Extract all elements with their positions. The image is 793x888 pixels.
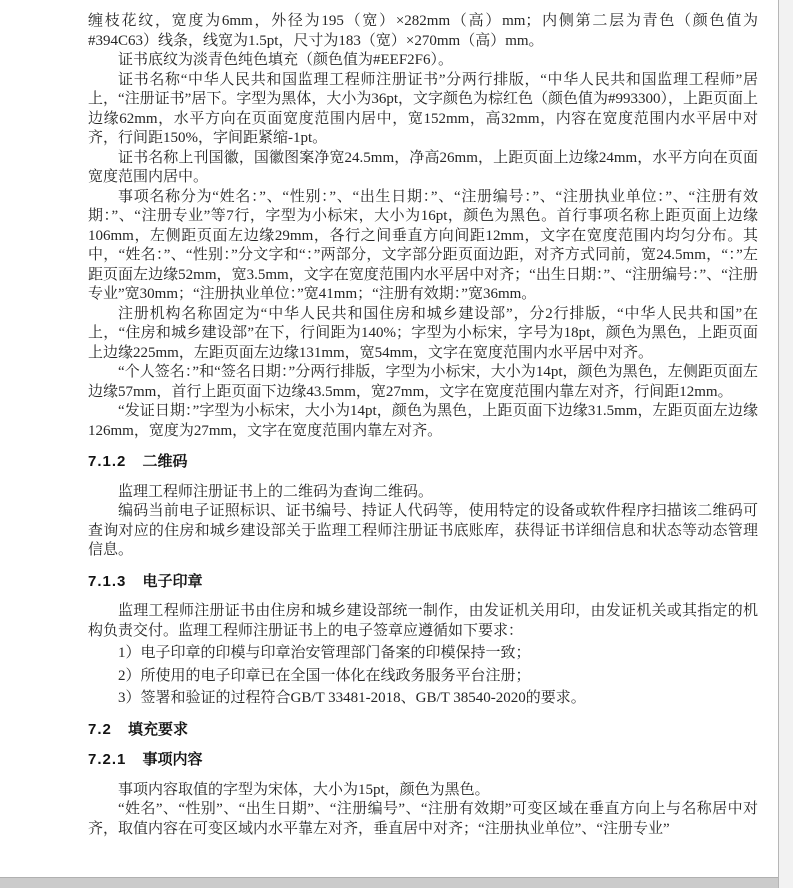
paragraph-issue-date: “发证日期：”字型为小标宋，大小为14pt，颜色为黑色，上距页面下边缘31.5mm，左距页面左边缘126mm，宽度为27mm，文字在宽度范围内靠左对齐。 (88, 403, 758, 439)
heading-label: 电子印章 (142, 572, 203, 590)
paragraph-certificate-title: 证书名称“中华人民共和国监理工程师注册证书”分两行排版，“中华人民共和国监理工程师”居上，“注册证书”居下。字型为黑体，大小为36pt，文字颜色为棕红色（颜色值为#993300），上距页面上边缘62mm，水平方向在页面宽度范围内居中，宽152mm，高32mm，内容在宽度范围内水平居中对齐，行间距150%，字间距紧缩-1pt。 (88, 71, 758, 146)
list-item-1: 1）电子印章的印模与印章治安管理部门备案的印模保持一致； (118, 645, 531, 661)
heading-number: 7.1.3 (88, 572, 127, 590)
section-heading-7-2 (88, 720, 758, 740)
heading-label: 事项内容 (142, 751, 203, 768)
paragraph-eseal-intro: 监理工程师注册证书由住房和城乡建设部统一制作，由发证机关用印，由发证机关或其指定的机构负责交付。监理工程师注册证书上的电子签章应遵循如下要求： (88, 603, 758, 639)
section-heading-7-2-1 (88, 750, 758, 770)
paragraph-border-pattern: 缠枝花纹，宽度为6mm，外径为195（宽）×282mm（高）mm；内侧第二层为青色（颜色值为#394C63）线条，线宽为1.5pt，尺寸为183（宽）×270mm（高）mm。 (88, 13, 758, 49)
vertical-scrollbar-track[interactable] (778, 0, 793, 888)
paragraph-field-names: 事项名称分为“姓名：”、“性别：”、“出生日期：”、“注册编号：”、“注册执业单位：”、“注册有效期：”、“注册专业”等7行，字型为小标宋，大小为16pt，颜色为黑色。首行事项名称上距页面上边缘106mm，左侧距页面左边缘29mm，各行之间垂直方向间距12mm，文字在宽度范围内均匀分布。其中，“姓名：”、“性别：”分文字和“：”两部分，文字部分距页面边距，对齐方式同前，宽24.5mm，“：”左距页面左边缘52mm，宽3.5mm，文字在宽度范围内水平居中对齐；“出生日期：”、“注册编号：”、“注册专业”宽30mm；“注册执业单位：”宽41mm；“注册有效期：”宽36mm。 (88, 188, 758, 302)
heading-number: 7.2 (88, 720, 112, 738)
paragraph-national-emblem: 证书名称上刊国徽，国徽图案净宽24.5mm，净高26mm，上距页面上边缘24mm，水平方向在页面宽度范围内居中。 (88, 149, 758, 185)
paragraph-qrcode-encoding: 编码当前电子证照标识、证书编号、持证人代码等，使用特定的设备或软件程序扫描该二维码可查询对应的住房和城乡建设部关于监理工程师注册证书底账库，获得证书详细信息和状态等动态管理信息。 (88, 503, 758, 558)
page-bottom-gap (0, 877, 778, 888)
list-item-2: 2）所使用的电子印章已在全国一体化在线政务服务平台注册； (118, 667, 531, 684)
section-heading-7-1-2 (88, 452, 758, 472)
paragraph-registration-authority: 注册机构名称固定为“中华人民共和国住房和城乡建设部”，分2行排版，“中华人民共和国”在上，“住房和城乡建设部”在下，行间距为140%；字型为小标宋，字号为18pt，颜色为黑色，上距页面上边缘225mm，左距页面左边缘131mm，宽54mm，文字在宽度范围内水平居中对齐。 (88, 305, 758, 361)
heading-label: 二维码 (142, 453, 188, 470)
paragraph-personal-signature: “个人签名：”和“签名日期：”分两行排版，字型为小标宋，大小为14pt，颜色为黑色，左侧距页面左边缘57mm，首行上距页面下边缘43.5mm，宽27mm，文字在宽度范围内靠左对齐，行间距12mm。 (88, 364, 758, 400)
page-content (88, 12, 758, 839)
paragraph-background-fill: 证书底纹为淡青色纯色填充（颜色值为#EEF2F6）。 (118, 52, 454, 68)
heading-number: 7.2.1 (88, 751, 127, 768)
heading-number: 7.1.2 (88, 453, 127, 470)
paragraph-qrcode-intro: 监理工程师注册证书上的二维码为查询二维码。 (118, 483, 434, 500)
heading-label: 填充要求 (128, 720, 189, 738)
list-item-3: 3）签署和验证的过程符合GB/T 33481-2018、GB/T 38540-2020的要求。 (118, 690, 586, 706)
paragraph-item-content-font: 事项内容取值的字型为宋体，大小为15pt，颜色为黑色。 (118, 781, 490, 798)
paragraph-variable-area-alignment: “姓名”、“性别”、“出生日期”、“注册编号”、“注册有效期”可变区域在垂直方向上与名称居中对齐，取值内容在可变区域内水平靠左对齐，垂直居中对齐；“注册执业单位”、“注册专业” (88, 801, 758, 837)
section-heading-7-1-3 (88, 572, 758, 592)
